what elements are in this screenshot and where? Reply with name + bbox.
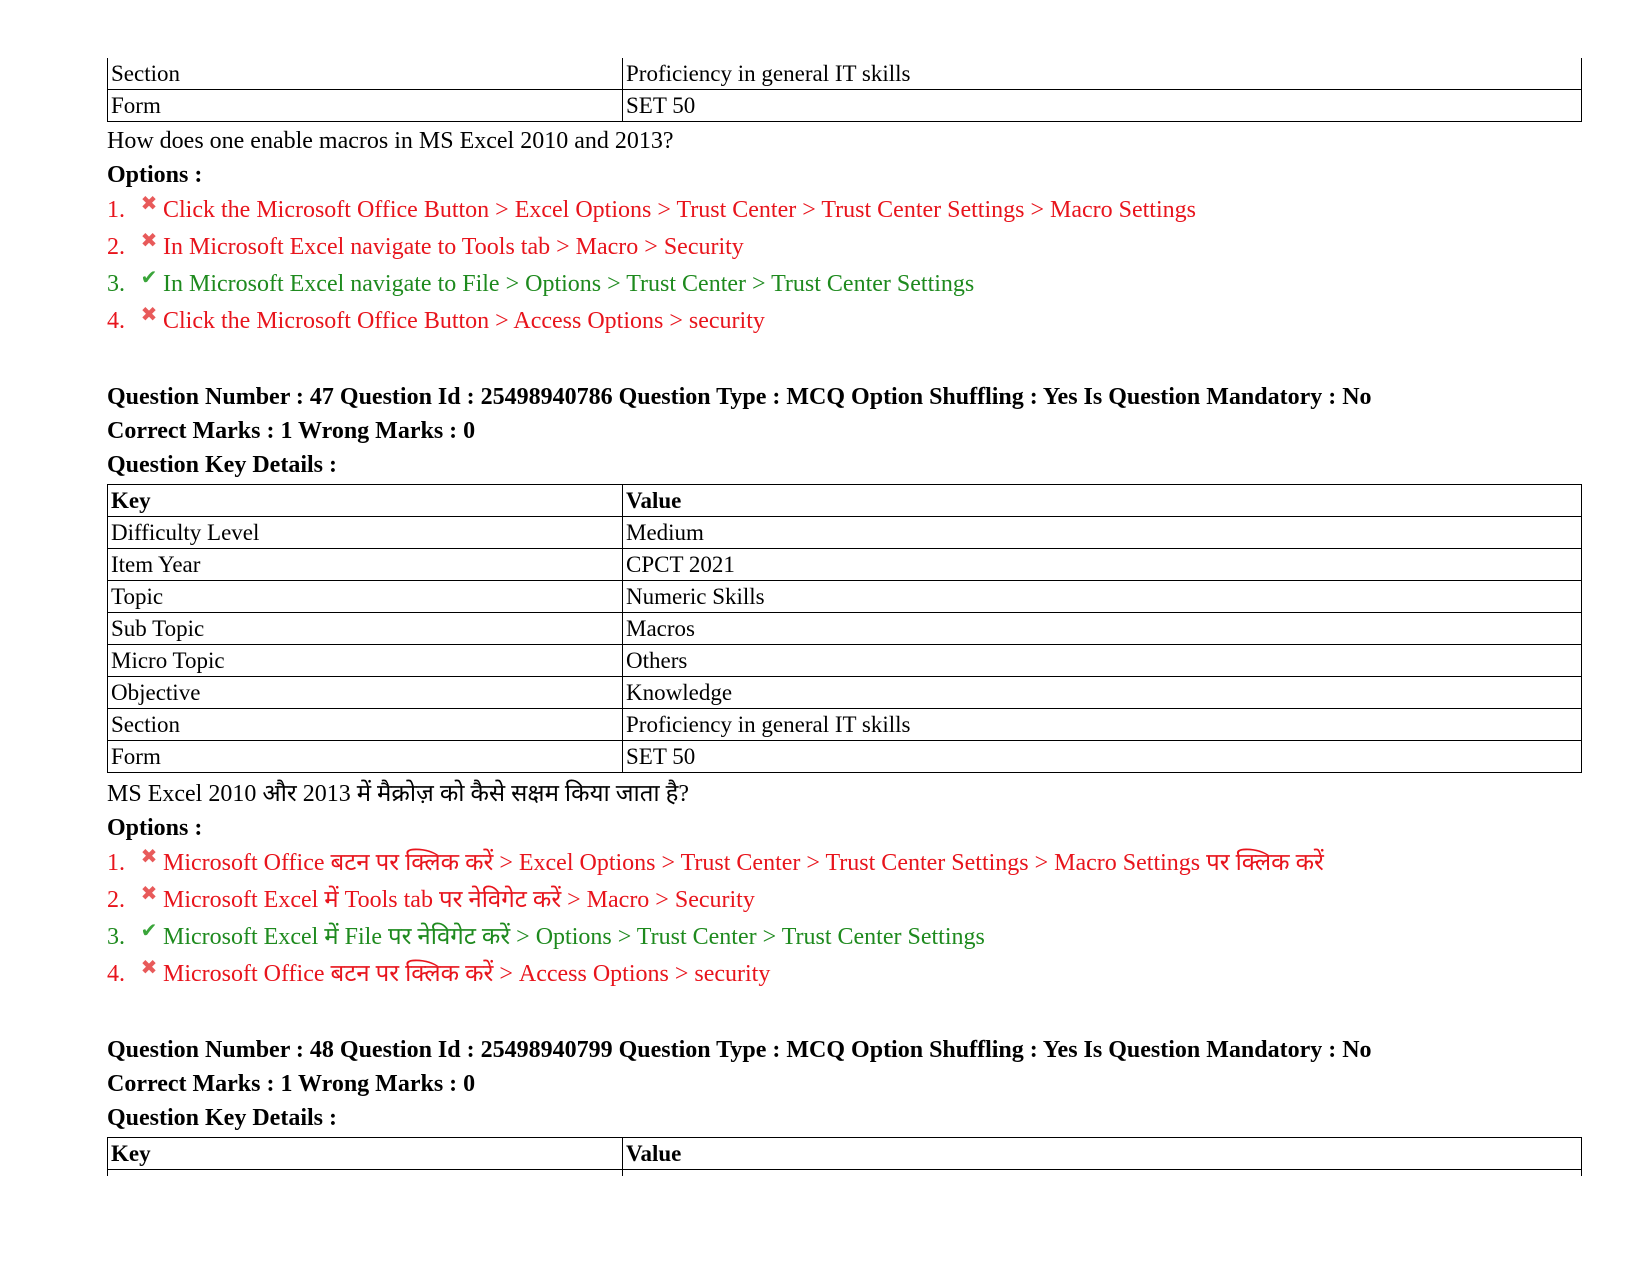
- table-header-row: [108, 485, 1582, 517]
- table-key-cell: Topic: [108, 581, 623, 613]
- cross-icon: ✖: [140, 304, 158, 326]
- cross-icon: ✖: [140, 193, 158, 215]
- option-number: 1.: [107, 850, 125, 876]
- table-header-value: Value: [623, 1138, 1582, 1170]
- marks-line: Correct Marks : 1 Wrong Marks : 0: [107, 418, 476, 444]
- option-number: 3.: [107, 924, 125, 950]
- table-value-cell: Numeric Skills: [623, 581, 1582, 613]
- question-text: MS Excel 2010 और 2013 में मैक्रोज़ को कैसे सक्षम किया जाता है?: [107, 781, 690, 807]
- options-label: Options :: [107, 162, 203, 188]
- table-key-cell: Section: [108, 58, 623, 90]
- option-number: 4.: [107, 308, 125, 334]
- table-key-cell: Sub Topic: [108, 613, 623, 645]
- marks-line: Correct Marks : 1 Wrong Marks : 0: [107, 1071, 476, 1097]
- table-key-cell: Section: [108, 709, 623, 741]
- option-item: [107, 266, 1582, 303]
- option-number: 1.: [107, 197, 125, 223]
- question-meta-line: Question Number : 47 Question Id : 25498940786 Question Type : MCQ Option Shuffling : Yes Is Question Mandatory : No: [107, 384, 1372, 410]
- table-value-cell: Proficiency in general IT skills: [623, 709, 1582, 741]
- document-page: [107, 0, 1582, 1176]
- table-header-key: Key: [108, 485, 623, 517]
- key-details-table: [107, 58, 1582, 122]
- option-text: Microsoft Excel में Tools tab पर नेविगेट करें > Macro > Security: [163, 887, 755, 913]
- key-details-table: [107, 1137, 1582, 1176]
- option-number: 2.: [107, 887, 125, 913]
- check-icon: ✔: [140, 267, 158, 289]
- options-list: [107, 845, 1582, 993]
- options-list: [107, 192, 1582, 340]
- table-value-cell: Macros: [623, 613, 1582, 645]
- option-text: Microsoft Office बटन पर क्लिक करें > Excel Options > Trust Center > Trust Center Settings > Macro Settings पर क्लिक करें: [163, 850, 1324, 876]
- option-item: [107, 956, 1582, 993]
- table-key-cell: Micro Topic: [108, 645, 623, 677]
- table-key-cell: Difficulty Level: [108, 517, 623, 549]
- table-value-cell: SET 50: [623, 90, 1582, 122]
- cross-icon: ✖: [140, 846, 158, 868]
- option-item: [107, 845, 1582, 882]
- check-icon: ✔: [140, 920, 158, 942]
- option-item: [107, 192, 1582, 229]
- option-item: [107, 229, 1582, 266]
- option-item: [107, 303, 1582, 340]
- table-key-cell: Item Year: [108, 549, 623, 581]
- table-value-cell: Knowledge: [623, 677, 1582, 709]
- option-text: In Microsoft Excel navigate to Tools tab > Macro > Security: [163, 234, 744, 260]
- table-key-cell: Form: [108, 741, 623, 773]
- table-row: [108, 741, 1582, 773]
- table-row: [108, 613, 1582, 645]
- cross-icon: ✖: [140, 883, 158, 905]
- table-header-row: [108, 1138, 1582, 1170]
- table-header-value: Value: [623, 485, 1582, 517]
- table-row: [108, 517, 1582, 549]
- table-cell-cut: [108, 1170, 623, 1177]
- table-value-cell: Proficiency in general IT skills: [623, 58, 1582, 90]
- option-text: In Microsoft Excel navigate to File > Options > Trust Center > Trust Center Settings: [163, 271, 975, 297]
- key-details-label: Question Key Details :: [107, 1105, 337, 1131]
- table-value-cell: CPCT 2021: [623, 549, 1582, 581]
- question-meta-line: Question Number : 48 Question Id : 25498940799 Question Type : MCQ Option Shuffling : Yes Is Question Mandatory : No: [107, 1037, 1372, 1063]
- table-row: [108, 677, 1582, 709]
- option-item: [107, 882, 1582, 919]
- table-row: [108, 58, 1582, 90]
- table-cell-cut: [623, 1170, 1582, 1177]
- table-value-cell: Others: [623, 645, 1582, 677]
- option-number: 2.: [107, 234, 125, 260]
- options-label: Options :: [107, 815, 203, 841]
- option-text: Click the Microsoft Office Button > Excel Options > Trust Center > Trust Center Settings > Macro Settings: [163, 197, 1196, 223]
- table-row-cut: [108, 1170, 1582, 1177]
- table-row: [108, 581, 1582, 613]
- table-row: [108, 549, 1582, 581]
- table-value-cell: Medium: [623, 517, 1582, 549]
- key-details-table: [107, 484, 1582, 773]
- table-key-cell: Objective: [108, 677, 623, 709]
- table-row: [108, 90, 1582, 122]
- option-number: 4.: [107, 961, 125, 987]
- table-row: [108, 645, 1582, 677]
- option-text: Click the Microsoft Office Button > Access Options > security: [163, 308, 765, 334]
- cross-icon: ✖: [140, 957, 158, 979]
- cross-icon: ✖: [140, 230, 158, 252]
- option-item: [107, 919, 1582, 956]
- table-row: [108, 709, 1582, 741]
- option-text: Microsoft Office बटन पर क्लिक करें > Access Options > security: [163, 961, 771, 987]
- table-key-cell: Form: [108, 90, 623, 122]
- question-text: How does one enable macros in MS Excel 2010 and 2013?: [107, 128, 674, 154]
- table-value-cell: SET 50: [623, 741, 1582, 773]
- option-text: Microsoft Excel में File पर नेविगेट करें > Options > Trust Center > Trust Center Settings: [163, 924, 985, 950]
- option-number: 3.: [107, 271, 125, 297]
- table-header-key: Key: [108, 1138, 623, 1170]
- key-details-label: Question Key Details :: [107, 452, 337, 478]
